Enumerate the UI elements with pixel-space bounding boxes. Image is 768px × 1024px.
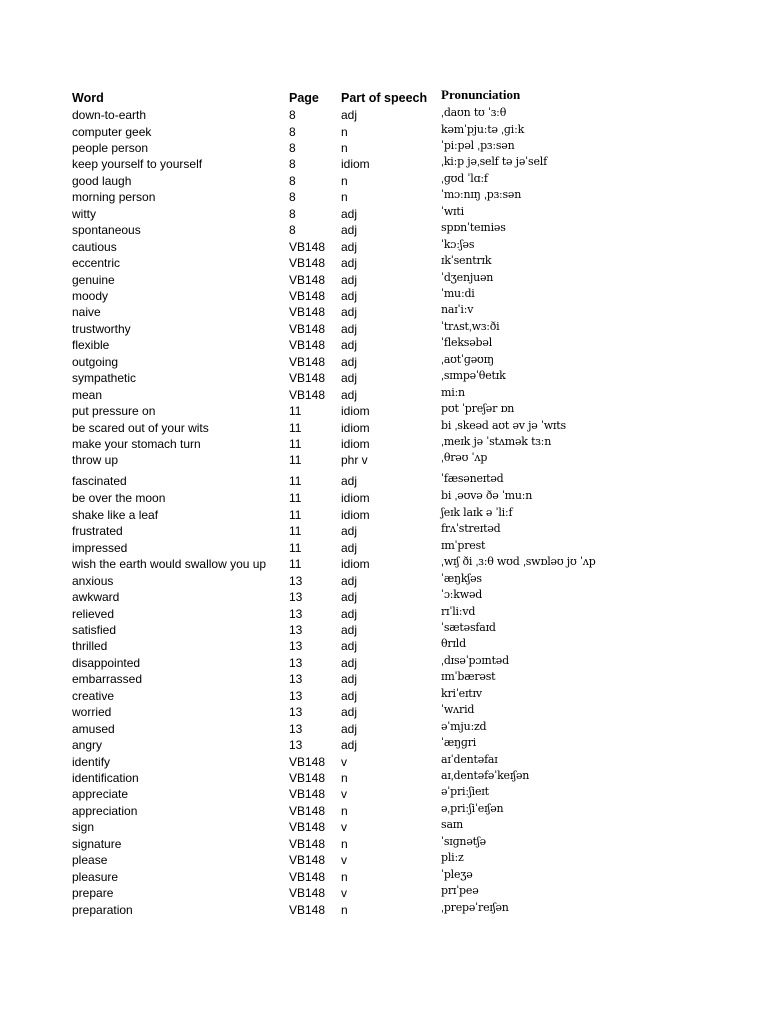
table-row bbox=[0, 655, 768, 671]
pronunciation-cell: bi ˌəʊvə ðə ˈmuːn bbox=[441, 489, 533, 503]
page-cell: 8 bbox=[289, 190, 296, 205]
table-row bbox=[0, 403, 768, 419]
pronunciation-cell: ˈmɔːnɪŋ ˌpɜːsən bbox=[441, 188, 522, 202]
pronunciation-cell: ˈsɪɡnətʃə bbox=[441, 834, 486, 848]
part-of-speech-cell: adj bbox=[341, 223, 358, 238]
word-cell: outgoing bbox=[72, 354, 119, 369]
header-row bbox=[0, 87, 768, 106]
part-of-speech-cell: adj bbox=[341, 354, 358, 369]
pronunciation-cell: ˈwɪti bbox=[441, 204, 464, 218]
table-row bbox=[0, 206, 768, 222]
pronunciation-cell: ˌɡʊd ˈlɑːf bbox=[441, 171, 488, 185]
part-of-speech-cell: v bbox=[341, 853, 347, 868]
word-cell: shake like a leaf bbox=[72, 507, 159, 522]
part-of-speech-cell: adj bbox=[341, 606, 358, 621]
page-cell: VB148 bbox=[289, 272, 326, 287]
part-of-speech-cell: idiom bbox=[341, 437, 370, 451]
part-of-speech-cell: n bbox=[341, 190, 348, 205]
table-row bbox=[0, 556, 768, 572]
page-cell: 13 bbox=[289, 672, 303, 687]
page-cell: VB148 bbox=[289, 902, 326, 917]
word-cell: mean bbox=[72, 387, 103, 402]
part-of-speech-cell: adj bbox=[341, 721, 358, 736]
page-cell: 8 bbox=[289, 223, 296, 238]
table-row bbox=[0, 902, 768, 918]
word-cell: witty bbox=[72, 206, 96, 221]
word-cell: cautious bbox=[72, 239, 117, 254]
word-cell: make your stomach turn bbox=[72, 437, 201, 451]
table-row bbox=[0, 523, 768, 539]
part-of-speech-cell: v bbox=[341, 787, 347, 802]
part-of-speech-cell: adj bbox=[341, 672, 358, 687]
pronunciation-cell: ˈkɔːʃəs bbox=[441, 237, 475, 251]
table-row bbox=[0, 490, 768, 506]
table-row bbox=[0, 239, 768, 255]
word-cell: amused bbox=[72, 721, 115, 736]
part-of-speech-cell: n bbox=[341, 803, 348, 818]
page-cell: 11 bbox=[289, 420, 302, 435]
word-cell: flexible bbox=[72, 338, 110, 353]
part-of-speech-cell: v bbox=[341, 886, 347, 901]
pronunciation-cell: rɪˈliːvd bbox=[441, 604, 476, 618]
word-cell: be scared out of your wits bbox=[72, 420, 209, 435]
part-of-speech-cell: idiom bbox=[341, 491, 370, 506]
part-of-speech-cell: n bbox=[341, 124, 348, 139]
page-cell: VB148 bbox=[289, 787, 326, 802]
pronunciation-cell: ˈɔːkwəd bbox=[441, 588, 483, 601]
pronunciation-cell: ˈwʌrid bbox=[441, 703, 475, 717]
part-of-speech-cell: adj bbox=[341, 371, 358, 386]
word-cell: signature bbox=[72, 836, 122, 851]
pronunciation-cell: θrɪld bbox=[441, 637, 466, 651]
part-of-speech-cell: n bbox=[341, 771, 348, 785]
page-cell: 8 bbox=[289, 108, 296, 122]
table-row bbox=[0, 540, 768, 556]
part-of-speech-cell: n bbox=[341, 173, 348, 188]
part-of-speech-cell: n bbox=[341, 836, 348, 851]
table-row bbox=[0, 721, 768, 737]
page-cell: 13 bbox=[289, 590, 303, 604]
part-of-speech-cell: adj bbox=[341, 272, 358, 287]
page-cell: 11 bbox=[289, 404, 302, 419]
table-row bbox=[0, 370, 768, 386]
page-cell: 11 bbox=[289, 437, 302, 451]
word-cell: sympathetic bbox=[72, 371, 137, 386]
pronunciation-cell: kəmˈpjuːtə ˌɡiːk bbox=[441, 122, 525, 136]
pronunciation-cell: prɪˈpeə bbox=[441, 884, 479, 898]
word-cell: worried bbox=[72, 705, 112, 720]
page-cell: 13 bbox=[289, 639, 303, 654]
table-row bbox=[0, 452, 768, 468]
page-cell: VB148 bbox=[289, 305, 326, 320]
page-cell: VB148 bbox=[289, 256, 326, 270]
pronunciation-cell: bi ˌskeəd aʊt əv jə ˈwɪts bbox=[441, 418, 566, 432]
word-cell: anxious bbox=[72, 573, 114, 588]
word-cell: people person bbox=[72, 140, 149, 155]
page-cell: VB148 bbox=[289, 836, 326, 851]
part-of-speech-cell: adj bbox=[341, 590, 358, 604]
pronunciation-cell: pʊt ˈpreʃər ɒn bbox=[441, 402, 515, 416]
table-row bbox=[0, 836, 768, 852]
table-row bbox=[0, 354, 768, 370]
word-cell: impressed bbox=[72, 540, 128, 555]
pronunciation-cell: ˈpleʒə bbox=[441, 867, 473, 881]
pronunciation-cell: ˌdɪsəˈpɔɪntəd bbox=[441, 653, 509, 667]
part-of-speech-cell: adj bbox=[341, 387, 358, 402]
table-row bbox=[0, 189, 768, 205]
word-cell: be over the moon bbox=[72, 491, 166, 506]
page-cell: 11 bbox=[289, 473, 302, 488]
part-of-speech-cell: adj bbox=[341, 540, 358, 555]
pronunciation-cell: aɪˈdentəfaɪ bbox=[441, 752, 498, 766]
word-cell: trustworthy bbox=[72, 321, 131, 336]
part-of-speech-cell: n bbox=[341, 902, 348, 917]
pronunciation-cell: ʃeɪk laɪk ə ˈliːf bbox=[441, 505, 513, 519]
page-cell: VB148 bbox=[289, 288, 326, 303]
pronunciation-cell: əˈmjuːzd bbox=[441, 719, 487, 733]
part-of-speech-cell: adj bbox=[341, 738, 358, 753]
page-cell: 11 bbox=[289, 540, 302, 555]
table-row bbox=[0, 337, 768, 353]
table-row bbox=[0, 173, 768, 189]
word-cell: embarrassed bbox=[72, 672, 143, 687]
word-cell: relieved bbox=[72, 606, 115, 621]
word-cell: preparation bbox=[72, 902, 133, 917]
table-row bbox=[0, 436, 768, 452]
part-of-speech-cell: idiom bbox=[341, 420, 370, 435]
word-cell: moody bbox=[72, 288, 109, 303]
pronunciation-cell: ˈæŋɡri bbox=[441, 736, 477, 750]
pronunciation-cell: ˈtrʌstˌwɜːði bbox=[441, 319, 500, 333]
table-row bbox=[0, 688, 768, 704]
part-of-speech-cell: adj bbox=[341, 655, 358, 670]
table-row bbox=[0, 124, 768, 140]
part-of-speech-cell: phr v bbox=[341, 453, 368, 468]
page-cell: 8 bbox=[289, 173, 296, 188]
page-cell: 8 bbox=[289, 206, 296, 221]
word-cell: identification bbox=[72, 771, 139, 785]
part-of-speech-cell: adj bbox=[341, 321, 358, 336]
pronunciation-cell: əˈpriːʃieɪt bbox=[441, 785, 489, 799]
page-cell: 13 bbox=[289, 623, 303, 637]
part-of-speech-cell: adj bbox=[341, 288, 358, 303]
pronunciation-cell: ˌmeɪk jə ˈstʌmək tɜːn bbox=[441, 435, 552, 448]
word-cell: pleasure bbox=[72, 869, 119, 884]
part-of-speech-cell: adj bbox=[341, 473, 358, 488]
pronunciation-cell: spɒnˈteɪniəs bbox=[441, 221, 506, 235]
word-cell: identify bbox=[72, 754, 111, 769]
pronunciation-cell: ˌdaʊn tʊ ˈɜːθ bbox=[441, 106, 507, 119]
pronunciation-cell: ˈfæsəneɪtəd bbox=[441, 471, 504, 485]
table-row bbox=[0, 507, 768, 523]
table-row bbox=[0, 387, 768, 403]
page-cell: 13 bbox=[289, 705, 303, 720]
page-cell: VB148 bbox=[289, 239, 326, 254]
pronunciation-cell: ˈæŋkʃəs bbox=[441, 571, 482, 585]
table-row bbox=[0, 852, 768, 868]
word-cell: computer geek bbox=[72, 124, 152, 139]
page-cell: VB148 bbox=[289, 387, 326, 402]
header-page: Page bbox=[289, 91, 319, 105]
page-cell: 13 bbox=[289, 721, 303, 736]
part-of-speech-cell: idiom bbox=[341, 557, 370, 572]
word-cell: fascinated bbox=[72, 473, 127, 488]
part-of-speech-cell: adj bbox=[341, 573, 358, 588]
part-of-speech-cell: idiom bbox=[341, 507, 370, 522]
part-of-speech-cell: adj bbox=[341, 688, 358, 703]
part-of-speech-cell: adj bbox=[341, 108, 358, 122]
word-cell: wish the earth would swallow you up bbox=[72, 557, 267, 572]
pronunciation-cell: ɪkˈsentrɪk bbox=[441, 254, 492, 267]
pronunciation-cell: kriˈeɪtɪv bbox=[441, 686, 482, 700]
part-of-speech-cell: v bbox=[341, 820, 347, 835]
table-row bbox=[0, 671, 768, 687]
part-of-speech-cell: v bbox=[341, 754, 347, 769]
page-cell: VB148 bbox=[289, 886, 326, 901]
word-cell: put pressure on bbox=[72, 404, 156, 419]
page-cell: VB148 bbox=[289, 771, 326, 785]
page-cell: VB148 bbox=[289, 371, 326, 386]
page-cell: VB148 bbox=[289, 820, 326, 835]
pronunciation-cell: ˈmuːdi bbox=[441, 286, 475, 300]
word-cell: angry bbox=[72, 738, 103, 753]
table-row bbox=[0, 255, 768, 271]
word-cell: satisfied bbox=[72, 623, 117, 637]
word-cell: genuine bbox=[72, 272, 115, 287]
page-cell: VB148 bbox=[289, 321, 326, 336]
page-cell: VB148 bbox=[289, 338, 326, 353]
table-row bbox=[0, 222, 768, 238]
pronunciation-cell: əˌpriːʃiˈeɪʃən bbox=[441, 801, 504, 815]
word-cell: thrilled bbox=[72, 639, 108, 654]
pronunciation-cell: saɪn bbox=[441, 818, 464, 832]
pronunciation-cell: pliːz bbox=[441, 851, 464, 865]
page-cell: 13 bbox=[289, 738, 303, 753]
pronunciation-cell: ˌprepəˈreɪʃən bbox=[441, 900, 509, 914]
table-row bbox=[0, 420, 768, 436]
word-cell: appreciate bbox=[72, 787, 129, 802]
table-row bbox=[0, 573, 768, 589]
table-row bbox=[0, 803, 768, 819]
page-cell: 13 bbox=[289, 606, 303, 621]
part-of-speech-cell: adj bbox=[341, 256, 358, 270]
page-cell: 11 bbox=[289, 507, 302, 522]
pronunciation-cell: ˌaʊtˈɡəʊɪŋ bbox=[441, 352, 494, 366]
part-of-speech-cell: adj bbox=[341, 705, 358, 720]
pronunciation-cell: ˈpiːpəl ˌpɜːsən bbox=[441, 138, 515, 152]
part-of-speech-cell: adj bbox=[341, 239, 358, 254]
page-cell: 11 bbox=[289, 524, 302, 539]
table-row bbox=[0, 786, 768, 802]
page-cell: VB148 bbox=[289, 354, 326, 369]
page-cell: 8 bbox=[289, 124, 296, 139]
pronunciation-cell: ˈfleksəbəl bbox=[441, 336, 493, 350]
table-row bbox=[0, 473, 768, 489]
part-of-speech-cell: idiom bbox=[341, 157, 370, 172]
pronunciation-cell: ɪmˈprest bbox=[441, 538, 486, 552]
part-of-speech-cell: adj bbox=[341, 305, 358, 320]
page-cell: 8 bbox=[289, 140, 296, 155]
part-of-speech-cell: adj bbox=[341, 206, 358, 221]
table-row bbox=[0, 156, 768, 172]
part-of-speech-cell: n bbox=[341, 140, 348, 155]
table-row bbox=[0, 885, 768, 901]
page-cell: 8 bbox=[289, 157, 296, 172]
table-row bbox=[0, 754, 768, 770]
word-cell: naive bbox=[72, 305, 101, 320]
word-cell: throw up bbox=[72, 453, 119, 468]
pronunciation-cell: ˌkiːp jəˌself tə jəˈself bbox=[441, 155, 547, 169]
table-row bbox=[0, 704, 768, 720]
word-cell: spontaneous bbox=[72, 223, 141, 238]
pronunciation-cell: ɪmˈbærəst bbox=[441, 670, 496, 684]
table-row bbox=[0, 737, 768, 753]
table-row bbox=[0, 606, 768, 622]
word-cell: morning person bbox=[72, 190, 156, 205]
pronunciation-cell: frʌˈstreɪtəd bbox=[441, 522, 501, 536]
pronunciation-cell: ˌsɪmpəˈθetɪk bbox=[441, 369, 506, 383]
word-cell: eccentric bbox=[72, 256, 121, 270]
pronunciation-cell: ˈdʒenjuən bbox=[441, 270, 494, 284]
page-cell: VB148 bbox=[289, 853, 326, 868]
word-cell: frustrated bbox=[72, 524, 123, 539]
table-row bbox=[0, 589, 768, 605]
table-row bbox=[0, 140, 768, 156]
page-cell: VB148 bbox=[289, 803, 326, 818]
table-row bbox=[0, 819, 768, 835]
page-cell: 11 bbox=[289, 557, 302, 572]
page-cell: VB148 bbox=[289, 869, 326, 884]
table-row bbox=[0, 321, 768, 337]
part-of-speech-cell: adj bbox=[341, 338, 358, 353]
pronunciation-cell: ˌwɪʃ ði ˌɜːθ wʊd ˌswɒləʊ jʊ ˈʌp bbox=[441, 555, 596, 569]
pronunciation-cell: naɪˈiːv bbox=[441, 303, 474, 317]
header-pronunciation: Pronunciation bbox=[441, 87, 521, 102]
table-row bbox=[0, 622, 768, 638]
word-cell: appreciation bbox=[72, 803, 138, 818]
part-of-speech-cell: adj bbox=[341, 623, 358, 637]
word-cell: good laugh bbox=[72, 173, 132, 188]
page-cell: 13 bbox=[289, 573, 303, 588]
word-cell: prepare bbox=[72, 886, 114, 901]
page-cell: 13 bbox=[289, 655, 303, 670]
table-row bbox=[0, 638, 768, 654]
pronunciation-cell: aɪˌdentəfəˈkeɪʃən bbox=[441, 769, 530, 782]
word-cell: awkward bbox=[72, 590, 120, 604]
part-of-speech-cell: adj bbox=[341, 639, 358, 654]
part-of-speech-cell: n bbox=[341, 869, 348, 884]
table-row bbox=[0, 107, 768, 123]
pronunciation-cell: miːn bbox=[441, 385, 465, 399]
pronunciation-cell: ˌθrəʊ ˈʌp bbox=[441, 451, 488, 465]
page-cell: 11 bbox=[289, 491, 302, 506]
part-of-speech-cell: adj bbox=[341, 524, 358, 539]
word-cell: please bbox=[72, 853, 108, 868]
part-of-speech-cell: idiom bbox=[341, 404, 370, 419]
table-row bbox=[0, 770, 768, 786]
word-cell: down-to-earth bbox=[72, 108, 147, 122]
word-cell: disappointed bbox=[72, 655, 141, 670]
table-row bbox=[0, 304, 768, 320]
word-cell: keep yourself to yourself bbox=[72, 157, 203, 172]
header-word: Word bbox=[72, 91, 104, 105]
page-cell: 13 bbox=[289, 688, 303, 703]
pronunciation-cell: ˈsætəsfaɪd bbox=[441, 621, 496, 634]
header-part-of-speech: Part of speech bbox=[341, 91, 428, 105]
page-cell: 11 bbox=[289, 453, 302, 468]
table-row bbox=[0, 288, 768, 304]
table-row bbox=[0, 272, 768, 288]
word-cell: sign bbox=[72, 820, 95, 835]
word-cell: creative bbox=[72, 688, 115, 703]
table-row bbox=[0, 869, 768, 885]
page-cell: VB148 bbox=[289, 754, 326, 769]
